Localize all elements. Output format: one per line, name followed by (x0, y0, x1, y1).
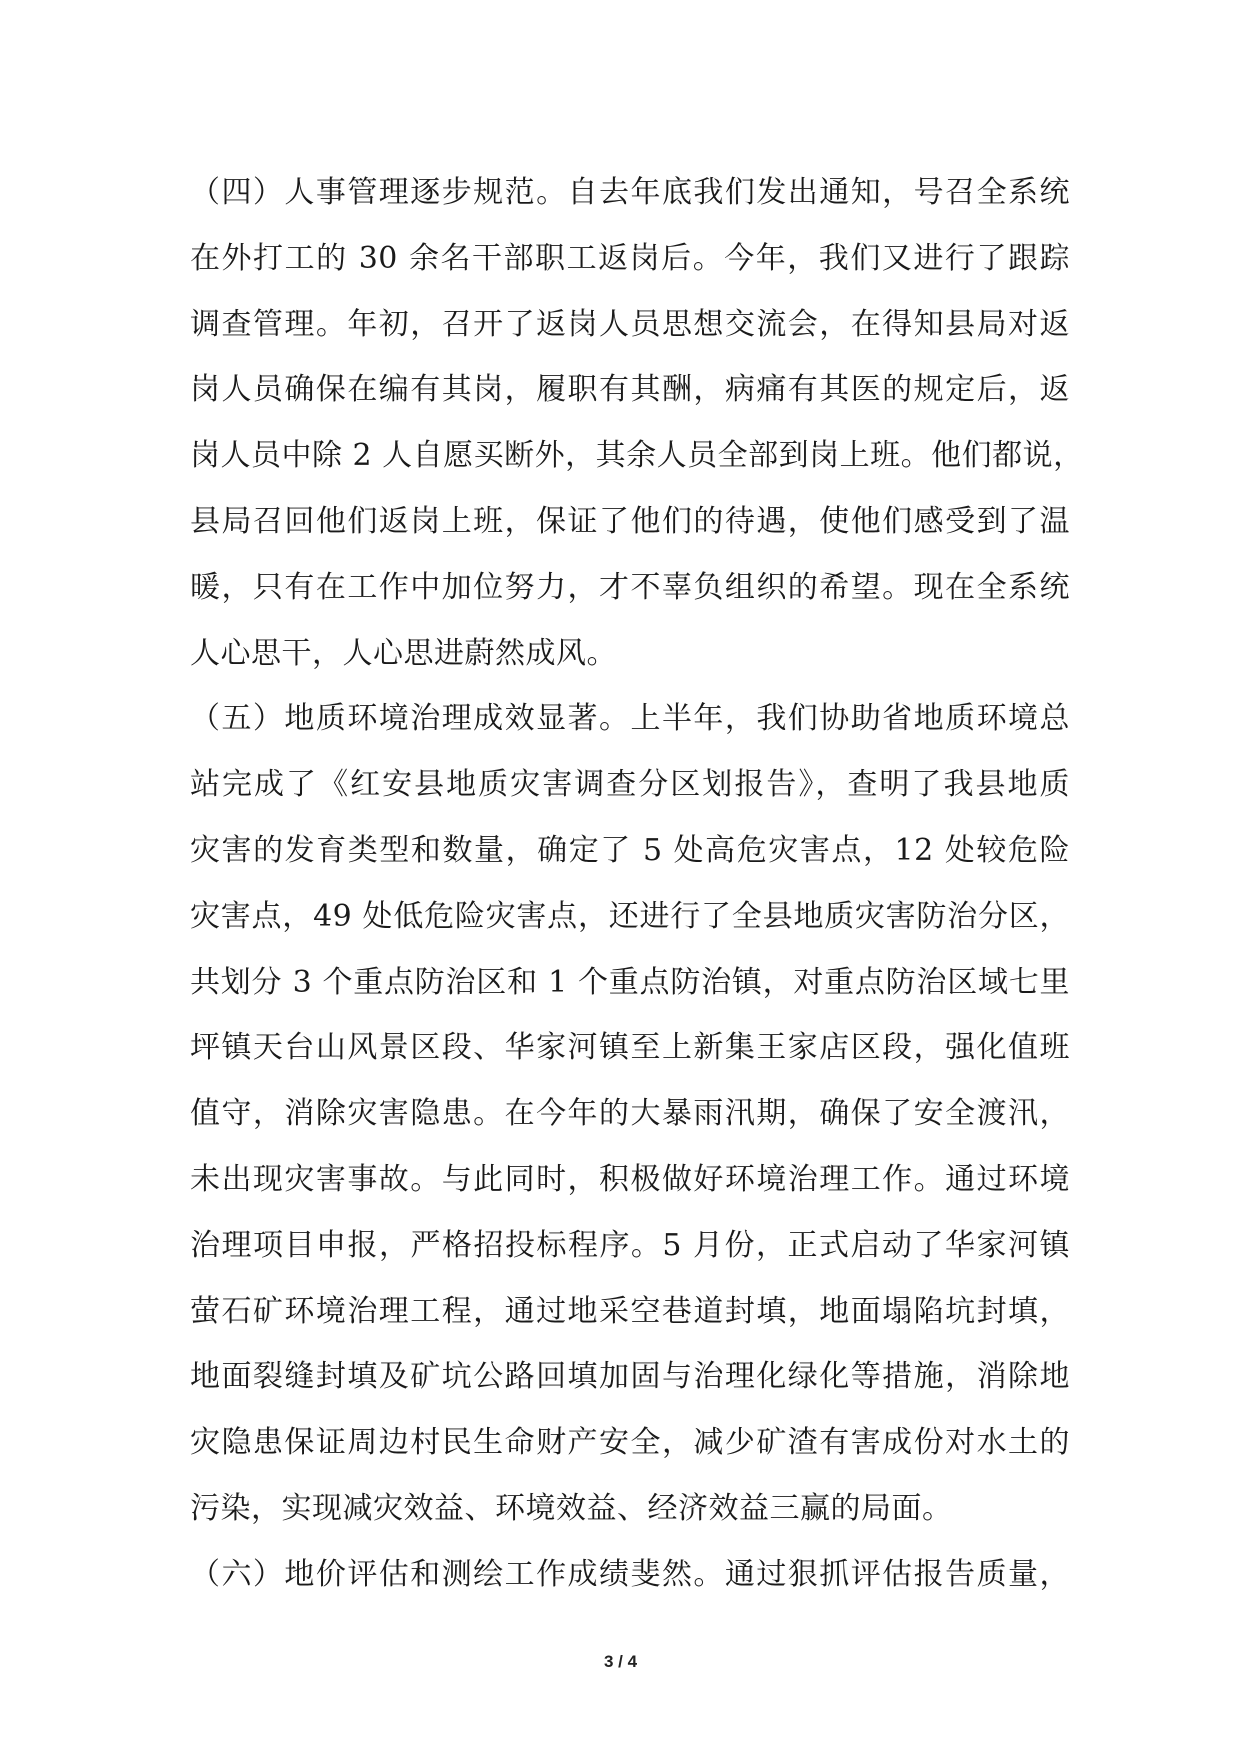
text-line: 暖，只有在工作中加位努力，才不辜负组织的希望。现在全系统 (190, 569, 1070, 605)
text-line: 共划分 3 个重点防治区和 1 个重点防治镇，对重点防治区域七里 (190, 964, 1070, 1000)
body-text (190, 160, 1084, 1608)
paragraph (190, 1542, 1070, 1608)
text-line: 灾隐患保证周边村民生命财产安全，减少矿渣有害成份对水土的 (190, 1425, 1070, 1461)
page-number: 3 / 4 (603, 1652, 638, 1671)
text-line: 站完成了《红安县地质灾害调查分区划报告》，查明了我县地质 (190, 767, 1070, 803)
text-line: 未出现灾害事故。与此同时，积极做好环境治理工作。通过环境 (190, 1161, 1070, 1197)
text-line: 污染，实现减灾效益、环境效益、经济效益三赢的局面。 (190, 1490, 953, 1526)
text-line: 值守，消除灾害隐患。在今年的大暴雨汛期，确保了安全渡汛， (190, 1096, 1070, 1132)
text-line: 岗人员中除 2 人自愿买断外，其余人员全部到岗上班。他们都说， (190, 438, 1084, 474)
text-line: 岗人员确保在编有其岗，履职有其酬，病痛有其医的规定后，返 (190, 372, 1070, 408)
text-line: 人心思干，人心思进蔚然成风。 (190, 635, 617, 671)
text-line: 地面裂缝封填及矿坑公路回填加固与治理化绿化等措施，消除地 (190, 1359, 1070, 1395)
text-line: （四）人事管理逐步规范。自去年底我们发出通知，号召全系统 (190, 175, 1070, 210)
paragraph (190, 160, 1084, 686)
text-line: 在外打工的 30 余名干部职工返岗后。今年，我们又进行了跟踪 (190, 240, 1070, 276)
text-line: 灾害点，49 处低危险灾害点，还进行了全县地质灾害防治分区， (190, 898, 1070, 934)
text-line: 县局召回他们返岗上班，保证了他们的待遇，使他们感受到了温 (190, 503, 1070, 539)
text-line: （五）地质环境治理成效显著。上半年，我们协助省地质环境总 (190, 701, 1070, 737)
text-line: 坪镇天台山风景区段、华家河镇至上新集王家店区段，强化值班 (190, 1030, 1070, 1066)
paragraph (190, 686, 1070, 1541)
text-line: 治理项目申报，严格招投标程序。5 月份，正式启动了华家河镇 (190, 1227, 1070, 1263)
text-line: 萤石矿环境治理工程，通过地采空巷道封填，地面塌陷坑封填， (190, 1293, 1070, 1329)
text-line: 灾害的发育类型和数量，确定了 5 处高危灾害点，12 处较危险 (190, 832, 1070, 868)
text-line: 调查管理。年初，召开了返岗人员思想交流会，在得知县局对返 (190, 306, 1070, 342)
text-line: （六）地价评估和测绘工作成绩斐然。通过狠抓评估报告质量， (190, 1556, 1070, 1592)
